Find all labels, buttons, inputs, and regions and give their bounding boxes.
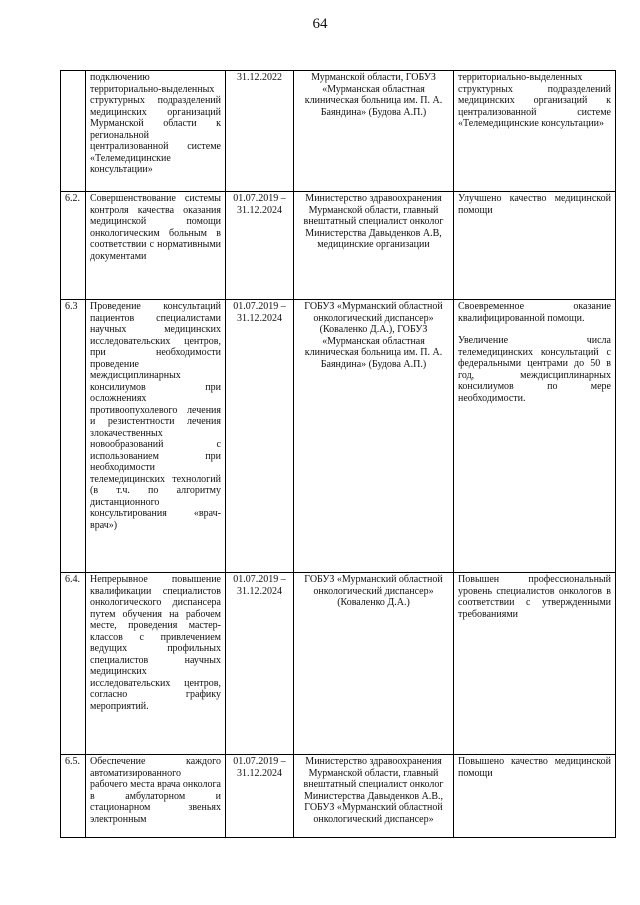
table-row [61, 192, 616, 300]
responsible-cell: Министерство здравоохранения Мурманской области, главный внештатный специалист онколог Министерства Давыденков А.В, медицинские организации [294, 192, 454, 300]
page-number: 64 [312, 16, 328, 32]
row-number: 6.4. [61, 573, 86, 755]
dates-cell: 01.07.2019 – 31.12.2024 [226, 573, 294, 755]
result-cell [454, 192, 616, 300]
activity-cell: подключению территориально-выделенных структурных подразделений медицинских организаций Мурманской области к региональной централизованной системе «Телемедицинские консультации» [86, 71, 226, 192]
responsible-cell: ГОБУЗ «Мурманский областной онкологический диспансер» (Коваленко Д.А.), ГОБУЗ «Мурманская областная клиническая больница им. П. А. Баяндина» (Будова А.П.) [294, 300, 454, 573]
action-plan-table [60, 70, 616, 838]
activity-cell: Обеспечение каждого автоматизированного рабочего места врача онколога в амбулаторном и стационарном звеньях электронным [86, 755, 226, 838]
responsible-cell: ГОБУЗ «Мурманский областной онкологический диспансер» (Коваленко Д.А.) [294, 573, 454, 755]
row-number [61, 71, 86, 192]
activity-cell: Непрерывное повышение квалификации специалистов онкологического диспансера путем обучения на рабочем месте, проведения мастер-классов с привлечением ведущих профильных специалистов научных медицинских исследовательских центров, согласно графику мероприятий. [86, 573, 226, 755]
result-paragraph: Увеличение числа телемедицинских консультаций с федеральными центрами до 50 в год, междисциплинарных консилиумов по мере необходимости. [458, 335, 611, 404]
result-cell [454, 300, 616, 573]
result-paragraph: территориально-выделенных структурных подразделений медицинских организаций к централизованной системе «Телемедицинские консультации» [458, 72, 611, 129]
activity-cell: Проведение консультаций пациентов специалистами научных медицинских исследовательских центров, при необходимости проведение междисциплинарных консилиумов при осложнениях противоопухолевого лечения и резистентности лечения злокачественных новообразований с использованием при необходимости телемедицинских технологий (в т.ч. по алгоритму дистанционного консультирования «врач-врач») [86, 300, 226, 573]
responsible-cell: Министерство здравоохранения Мурманской области, главный внештатный специалист онколог Министерства Давыденков А.В., ГОБУЗ «Мурманский областной онкологический диспансер» [294, 755, 454, 838]
dates-cell: 01.07.2019 – 31.12.2024 [226, 192, 294, 300]
dates-cell: 01.07.2019 – 31.12.2024 [226, 300, 294, 573]
table-row [61, 755, 616, 838]
result-cell [454, 755, 616, 838]
result-paragraph: Улучшено качество медицинской помощи [458, 193, 611, 216]
row-number: 6.5. [61, 755, 86, 838]
result-cell [454, 71, 616, 192]
result-paragraph: Повышен профессиональный уровень специалистов онкологов в соответствии с утвержденными требованиями [458, 574, 611, 620]
table-row [61, 573, 616, 755]
paragraph-gap [458, 324, 611, 335]
table-row [61, 300, 616, 573]
result-cell [454, 573, 616, 755]
dates-cell: 31.12.2022 [226, 71, 294, 192]
responsible-cell: Мурманской области, ГОБУЗ «Мурманская областная клиническая больница им. П. А. Баяндина» (Будова А.П.) [294, 71, 454, 192]
row-number: 6.2. [61, 192, 86, 300]
activity-cell: Совершенствование системы контроля качества оказания медицинской помощи онкологическим больным в соответствии с нормативными документами [86, 192, 226, 300]
table-body [61, 71, 616, 838]
result-paragraph: Своевременное оказание квалифицированной помощи. [458, 301, 611, 324]
result-paragraph: Повышено качество медицинской помощи [458, 756, 611, 779]
dates-cell: 01.07.2019 – 31.12.2024 [226, 755, 294, 838]
table-row [61, 71, 616, 192]
row-number: 6.3 [61, 300, 86, 573]
